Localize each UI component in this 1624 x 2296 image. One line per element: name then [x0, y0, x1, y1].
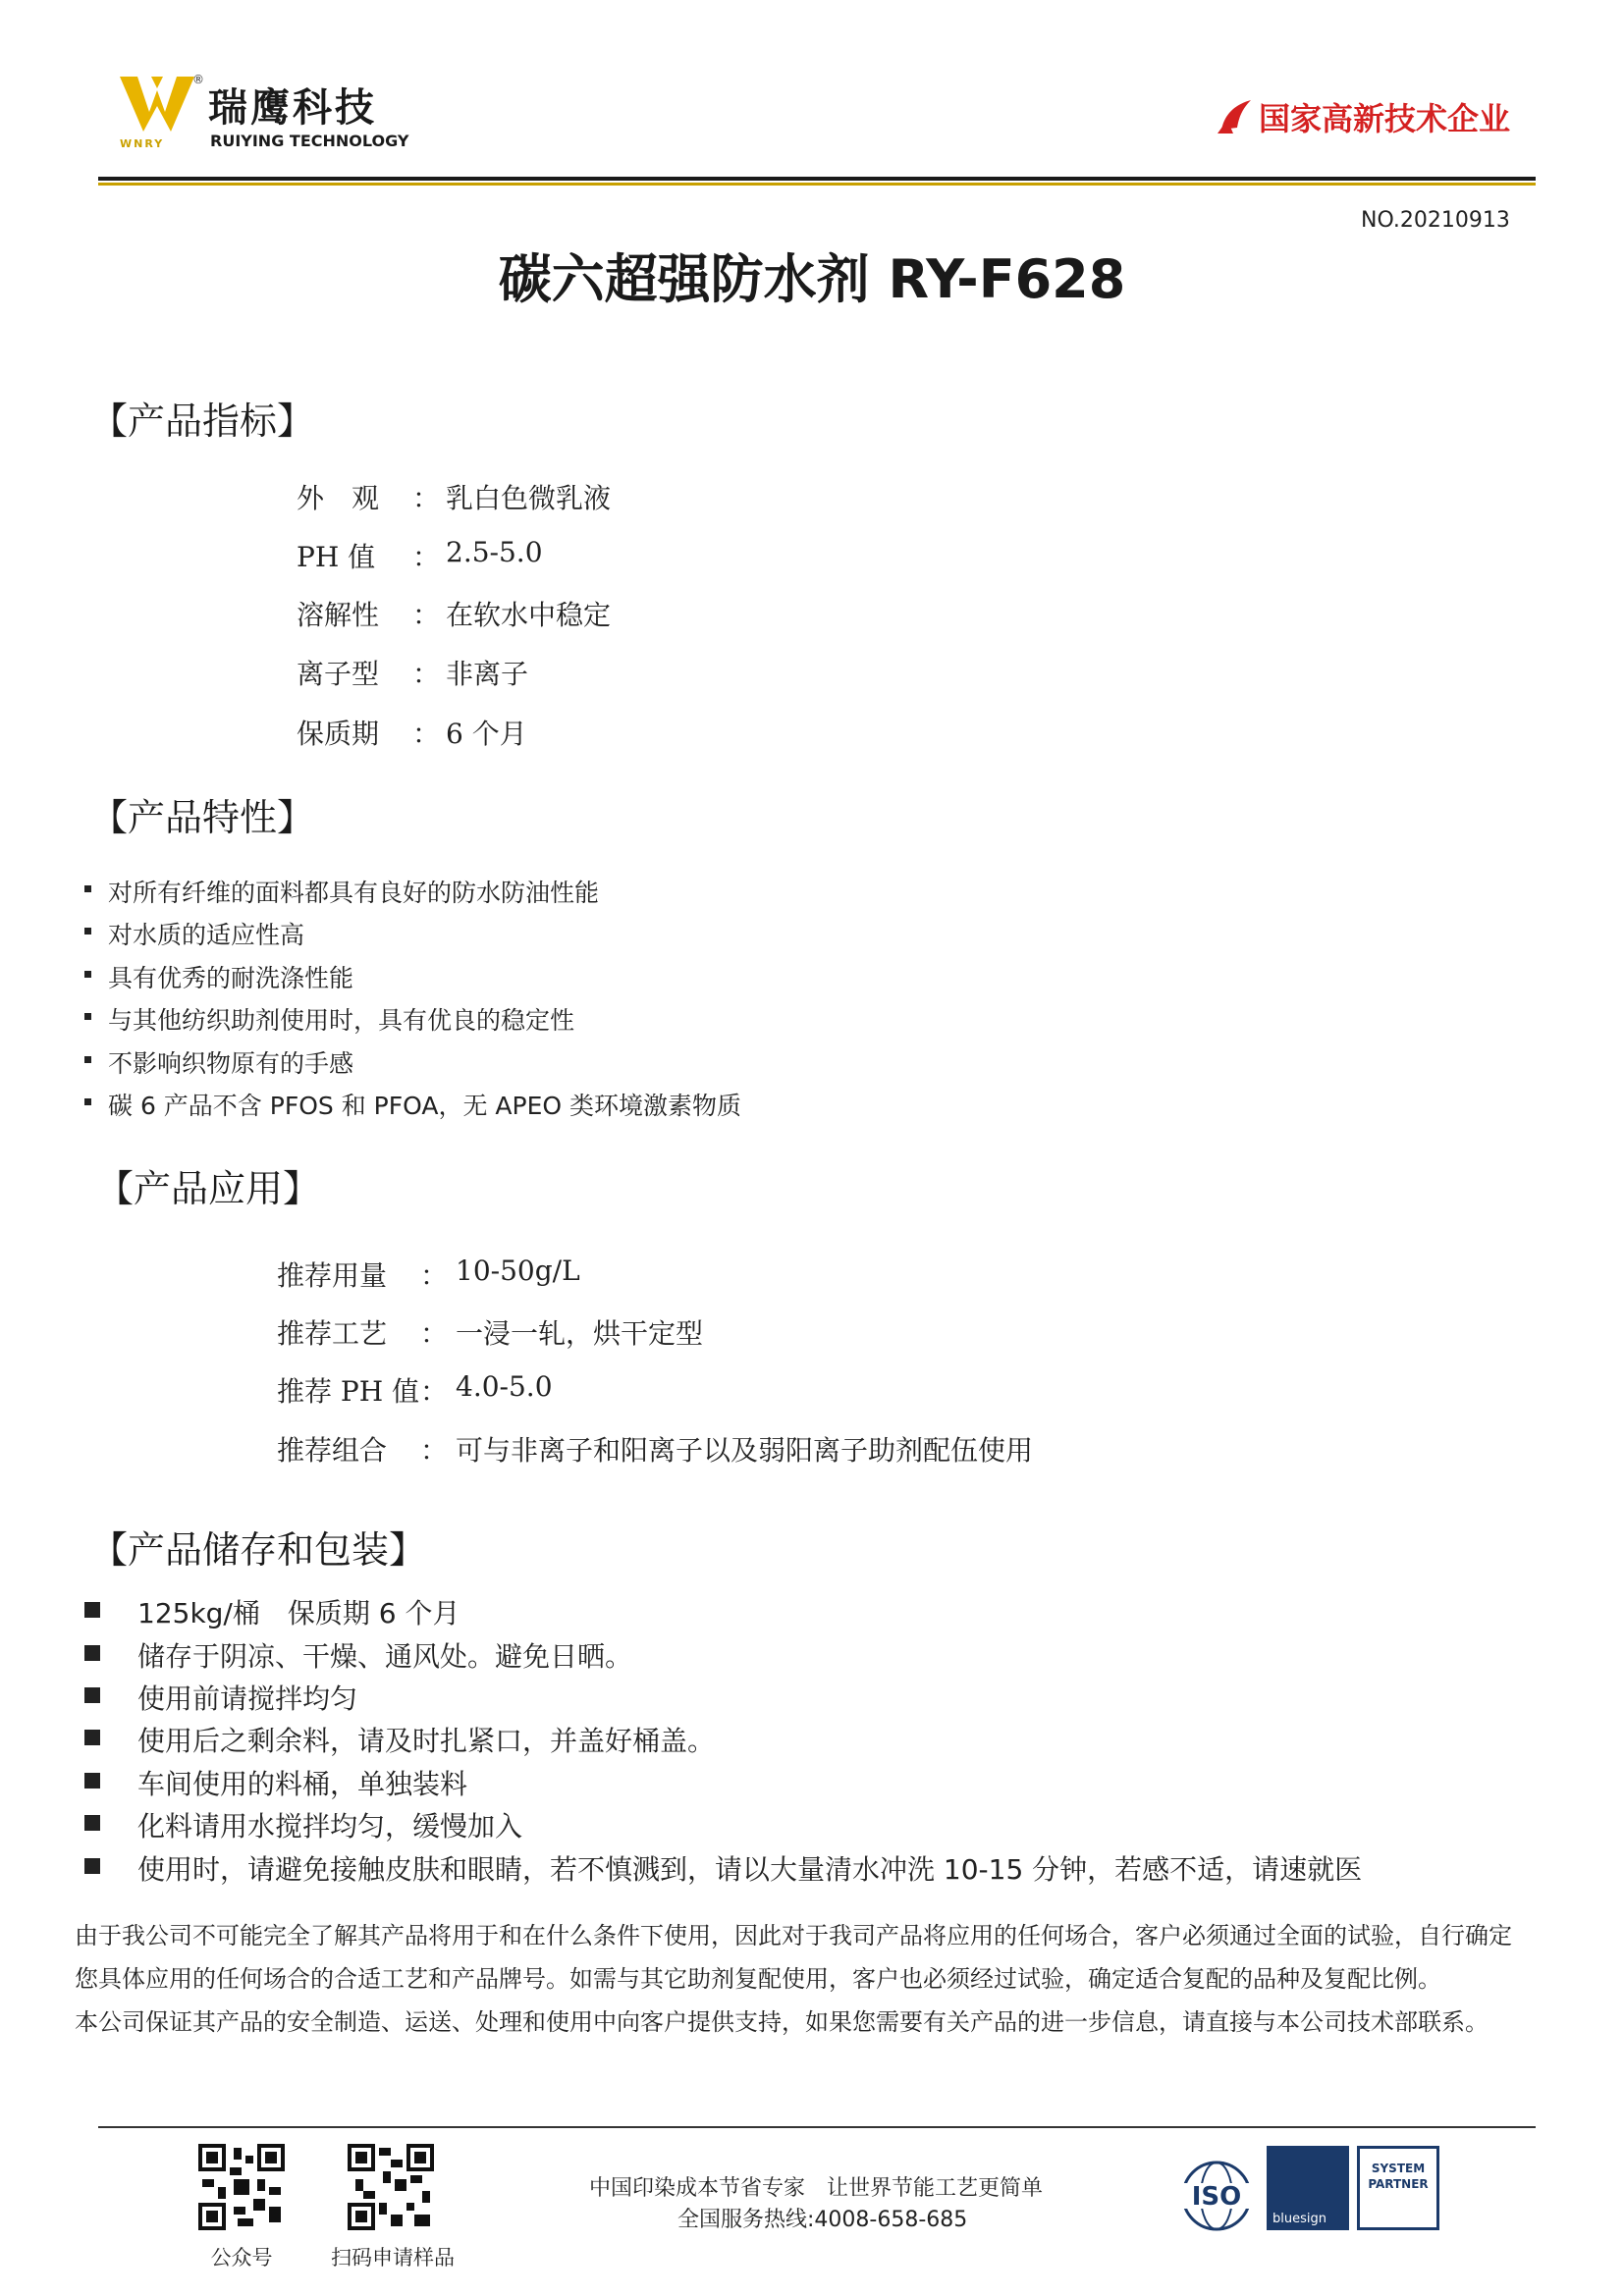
list-item — [84, 1087, 968, 1118]
list-item-text: 车间使用的料桶，单独装料 — [137, 1768, 468, 1800]
high-tech-badge-icon — [1216, 94, 1255, 135]
spec-row — [277, 1429, 1161, 1465]
list-item — [84, 1720, 1459, 1755]
spec-colon: ： — [412, 482, 441, 514]
list-item — [84, 1763, 1459, 1798]
qr-code-icon[interactable] — [348, 2144, 434, 2230]
list-item — [84, 1001, 968, 1033]
spec-label: 推荐用量 — [277, 1259, 388, 1292]
qr-label-request-sample: 扫码申请样品 — [331, 2246, 455, 2269]
bullet-icon — [84, 1815, 100, 1831]
spec-value: 6 个月 — [446, 718, 527, 750]
footer-slogan: 中国印染成本节省专家 让世界节能工艺更简单 — [589, 2176, 1044, 2201]
spec-label: 推荐工艺 — [277, 1317, 388, 1350]
spec-row — [277, 1312, 1161, 1348]
bullet-icon — [84, 1645, 100, 1661]
list-item — [84, 1848, 1557, 1884]
footer-divider — [98, 2126, 1536, 2128]
list-item-text: 不影响织物原有的手感 — [108, 1049, 354, 1078]
registered-mark: ® — [192, 73, 204, 86]
spec-label: 溶解性 — [297, 599, 380, 631]
service-hotline: 全国服务热线:4008-658-685 — [677, 2208, 968, 2232]
spec-colon: ： — [412, 658, 441, 690]
spec-colon: ： — [412, 718, 441, 750]
spec-colon: ： — [420, 1375, 449, 1408]
spec-label: 外 观 — [297, 482, 380, 514]
brand-name-cn: 瑞鹰科技 — [208, 85, 377, 131]
bullet-icon — [84, 1773, 100, 1789]
document-number: NO.20210913 — [1361, 208, 1510, 233]
list-item — [84, 1805, 1459, 1841]
qr-code-icon[interactable] — [198, 2144, 285, 2230]
list-item — [84, 1592, 1459, 1628]
spec-value: 乳白色微乳液 — [446, 482, 612, 514]
spec-row — [297, 594, 886, 629]
header-divider — [98, 177, 1536, 181]
section-heading-indicators: 【产品指标】 — [90, 400, 315, 443]
list-item-text: 碳 6 产品不含 PFOS 和 PFOA，无 APEO 类环境激素物质 — [108, 1092, 741, 1120]
list-item — [84, 1044, 968, 1076]
list-item-text: 使用时，请避免接触皮肤和眼睛，若不慎溅到，请以大量清水冲洗 10-15 分钟，若感不适，请速就医 — [137, 1853, 1363, 1886]
high-tech-enterprise-label: 国家高新技术企业 — [1259, 100, 1511, 137]
spec-value: 2.5-5.0 — [446, 536, 543, 568]
logo-mark-icon — [116, 69, 198, 143]
spec-colon: ： — [412, 599, 441, 631]
logo-caption: WNRY — [120, 137, 165, 150]
iso-text: ISO — [1191, 2182, 1242, 2212]
spec-label: 推荐组合 — [277, 1434, 388, 1467]
bullet-icon — [84, 1098, 91, 1105]
list-item-text: 125kg/桶 保质期 6 个月 — [137, 1597, 460, 1629]
disclaimer-line: 由于我公司不可能完全了解其产品将用于和在什么条件下使用，因此对于我司产品将应用的任何场合，客户必须通过全面的试验，自行确定 — [75, 1922, 1512, 1949]
spec-row — [297, 713, 886, 748]
list-item-text: 对水质的适应性高 — [108, 921, 305, 949]
list-item — [84, 874, 968, 905]
spec-colon: ： — [420, 1317, 449, 1350]
list-item-text: 化料请用水搅拌均匀，缓慢加入 — [137, 1810, 523, 1842]
list-item — [84, 1678, 1459, 1713]
header-divider-accent — [98, 183, 1536, 186]
list-item-text: 使用后之剩余料，请及时扎紧口，并盖好桶盖。 — [137, 1725, 716, 1757]
spec-value: 可与非离子和阳离子以及弱阳离子助剂配伍使用 — [456, 1434, 1034, 1467]
spec-value: 10-50g/L — [456, 1255, 580, 1287]
spec-label: 推荐 PH 值 — [277, 1375, 420, 1408]
spec-row — [297, 653, 886, 688]
spec-row — [277, 1370, 1161, 1406]
spec-row — [297, 536, 886, 571]
partner-text-line: SYSTEM — [1371, 2162, 1426, 2175]
section-heading-application: 【产品应用】 — [96, 1167, 321, 1210]
partner-text-line: PARTNER — [1368, 2177, 1429, 2191]
iso-certification-icon — [1174, 2160, 1259, 2232]
bullet-icon — [84, 1056, 91, 1063]
page-title: 碳六超强防水剂 RY-F628 — [498, 248, 1126, 310]
disclaimer-line: 您具体应用的任何场合的合适工艺和产品牌号。如需与其它助剂复配使用，客户也必须经过试验，确定适合复配的品种及复配比例。 — [75, 1965, 1441, 1993]
spec-value: 非离子 — [446, 658, 529, 690]
bluesign-logo-icon — [1267, 2146, 1349, 2230]
list-item-text: 对所有纤维的面料都具有良好的防水防油性能 — [108, 879, 600, 907]
spec-label: 保质期 — [297, 718, 380, 750]
brand-name-en: RUIYING TECHNOLOGY — [210, 132, 409, 150]
section-heading-storage: 【产品储存和包装】 — [90, 1528, 427, 1572]
bullet-icon — [84, 1013, 91, 1020]
spec-value: 4.0-5.0 — [456, 1370, 553, 1403]
list-item-text: 储存于阴凉、干燥、通风处。避免日晒。 — [137, 1640, 633, 1673]
spec-row — [277, 1255, 1161, 1290]
section-heading-features: 【产品特性】 — [90, 796, 315, 839]
disclaimer — [75, 1914, 1567, 2044]
partner-text — [1364, 2161, 1433, 2192]
spec-colon: ： — [420, 1434, 449, 1467]
spec-value: 在软水中稳定 — [446, 599, 612, 631]
bullet-icon — [84, 1602, 100, 1618]
bullet-icon — [84, 971, 91, 978]
bluesign-text: bluesign — [1272, 2212, 1326, 2226]
spec-value: 一浸一轧，烘干定型 — [456, 1317, 704, 1350]
qr-label-official-account: 公众号 — [210, 2246, 273, 2269]
bullet-icon — [84, 885, 91, 892]
list-item — [84, 1635, 1459, 1671]
bullet-icon — [84, 1730, 100, 1745]
spec-label: 离子型 — [297, 658, 380, 690]
spec-label: PH 值 — [297, 541, 376, 573]
list-item-text: 与其他纺织助剂使用时，具有优良的稳定性 — [108, 1006, 575, 1035]
bullet-icon — [84, 1858, 100, 1874]
list-item — [84, 959, 968, 990]
list-item-text: 具有优秀的耐洗涤性能 — [108, 964, 354, 992]
list-item — [84, 916, 968, 947]
spec-colon: ： — [420, 1259, 449, 1292]
spec-row — [297, 477, 886, 512]
disclaimer-line: 本公司保证其产品的安全制造、运送、处理和使用中向客户提供支持，如果您需要有关产品的进一步信息，请直接与本公司技术部联系。 — [75, 2008, 1489, 2036]
spec-colon: ： — [412, 541, 441, 573]
bullet-icon — [84, 1687, 100, 1703]
bullet-icon — [84, 928, 91, 934]
list-item-text: 使用前请搅拌均匀 — [137, 1682, 358, 1715]
system-partner-badge-icon — [1357, 2146, 1439, 2230]
